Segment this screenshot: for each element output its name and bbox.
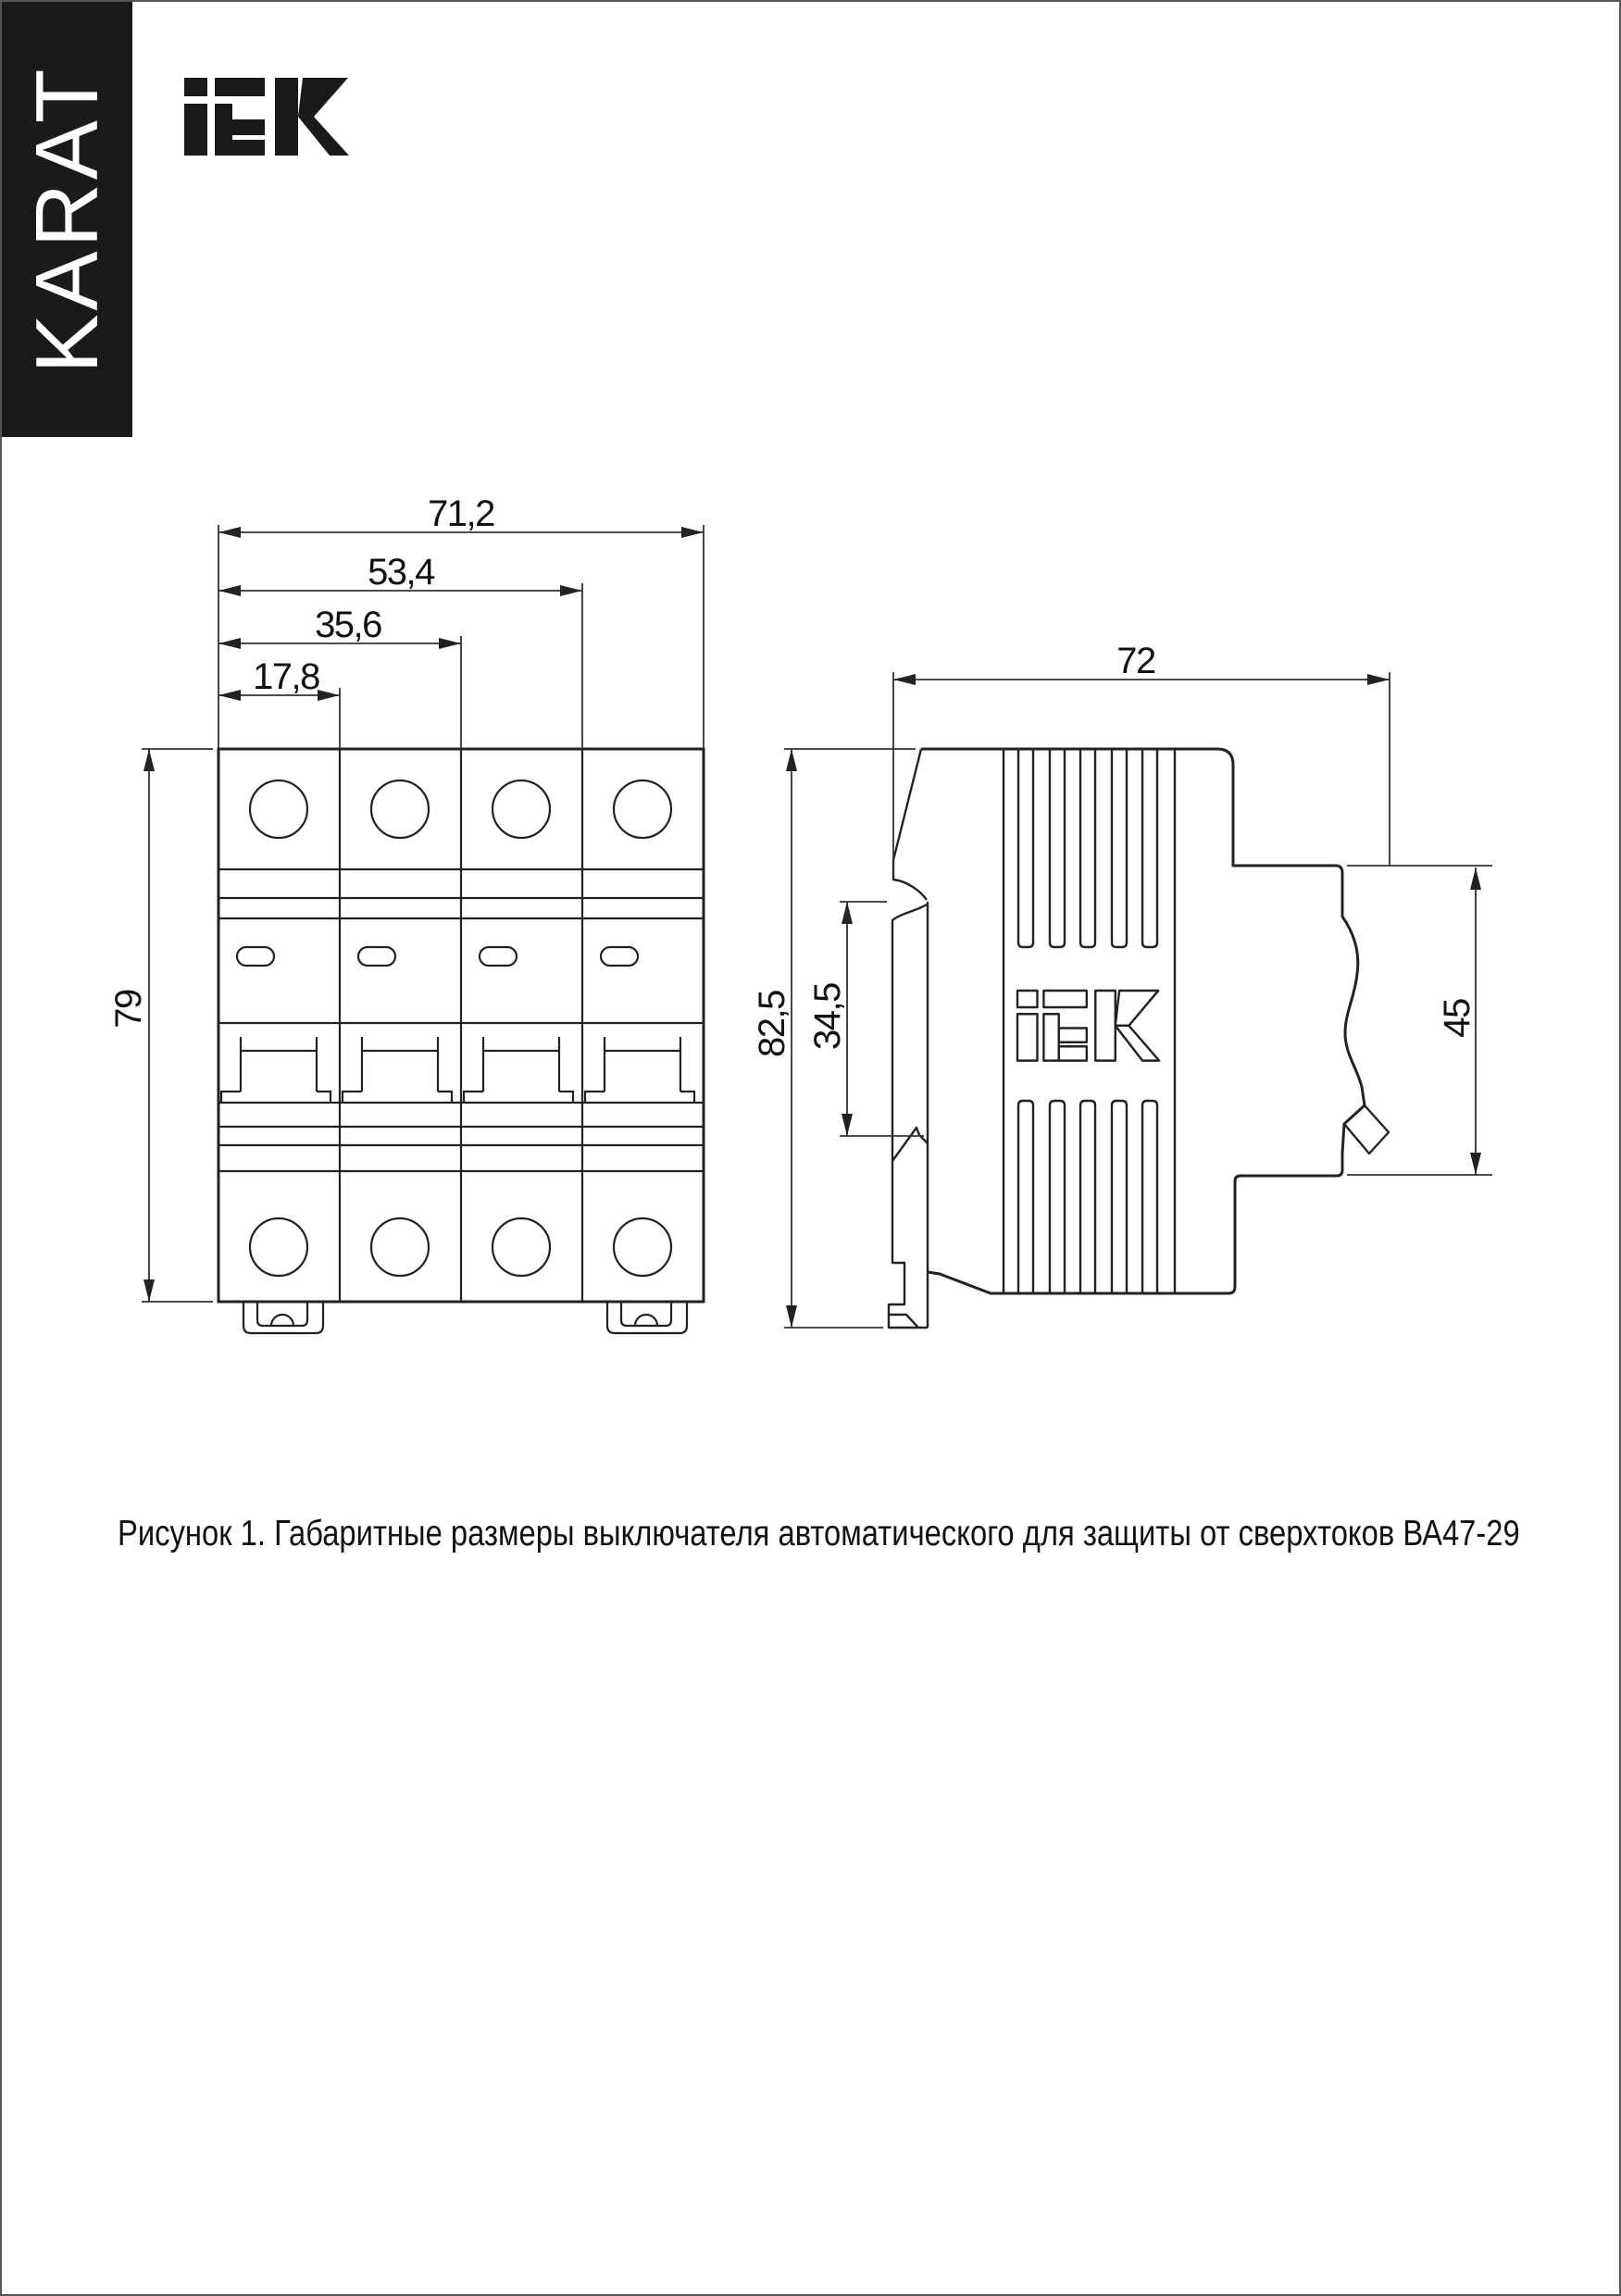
side-toggle-handle xyxy=(1344,1105,1389,1154)
front-view xyxy=(218,749,704,1333)
iek-logo xyxy=(184,78,349,156)
front-marking-windows xyxy=(237,947,638,966)
side-panel-edges xyxy=(1004,749,1175,1293)
front-toggle-levers xyxy=(221,1037,694,1103)
dim-label-72: 72 xyxy=(1116,641,1155,681)
figure-caption: Рисунок 1. Габаритные размеры выключателя автоматического для защиты от сверхтоков ВА47-29 xyxy=(118,1514,1520,1554)
dim-label-34-5: 34,5 xyxy=(807,983,848,1050)
dimension-arrowheads xyxy=(143,527,1481,1328)
dim-label-82-5: 82,5 xyxy=(752,991,792,1057)
dim-label-45: 45 xyxy=(1437,999,1478,1038)
dim-label-71-2: 71,2 xyxy=(428,493,494,534)
dim-label-79: 79 xyxy=(108,990,149,1029)
side-slots-lower xyxy=(1018,1101,1157,1293)
karat-label: KARAT xyxy=(17,65,117,374)
front-module-dividers xyxy=(340,749,582,1302)
dim-label-35-6: 35,6 xyxy=(315,605,381,645)
dimension-labels xyxy=(108,493,1478,1057)
dimension-lines xyxy=(142,525,1492,1328)
dimensional-drawing xyxy=(2,2,1621,2296)
side-iek-logo xyxy=(1017,991,1159,1061)
side-view xyxy=(889,749,1389,1328)
dim-label-17-8: 17,8 xyxy=(253,656,319,697)
side-slots-upper xyxy=(1018,749,1157,947)
side-din-rail-mount xyxy=(889,749,928,1328)
front-din-clips xyxy=(243,1302,687,1333)
dim-label-53-4: 53,4 xyxy=(368,552,434,593)
